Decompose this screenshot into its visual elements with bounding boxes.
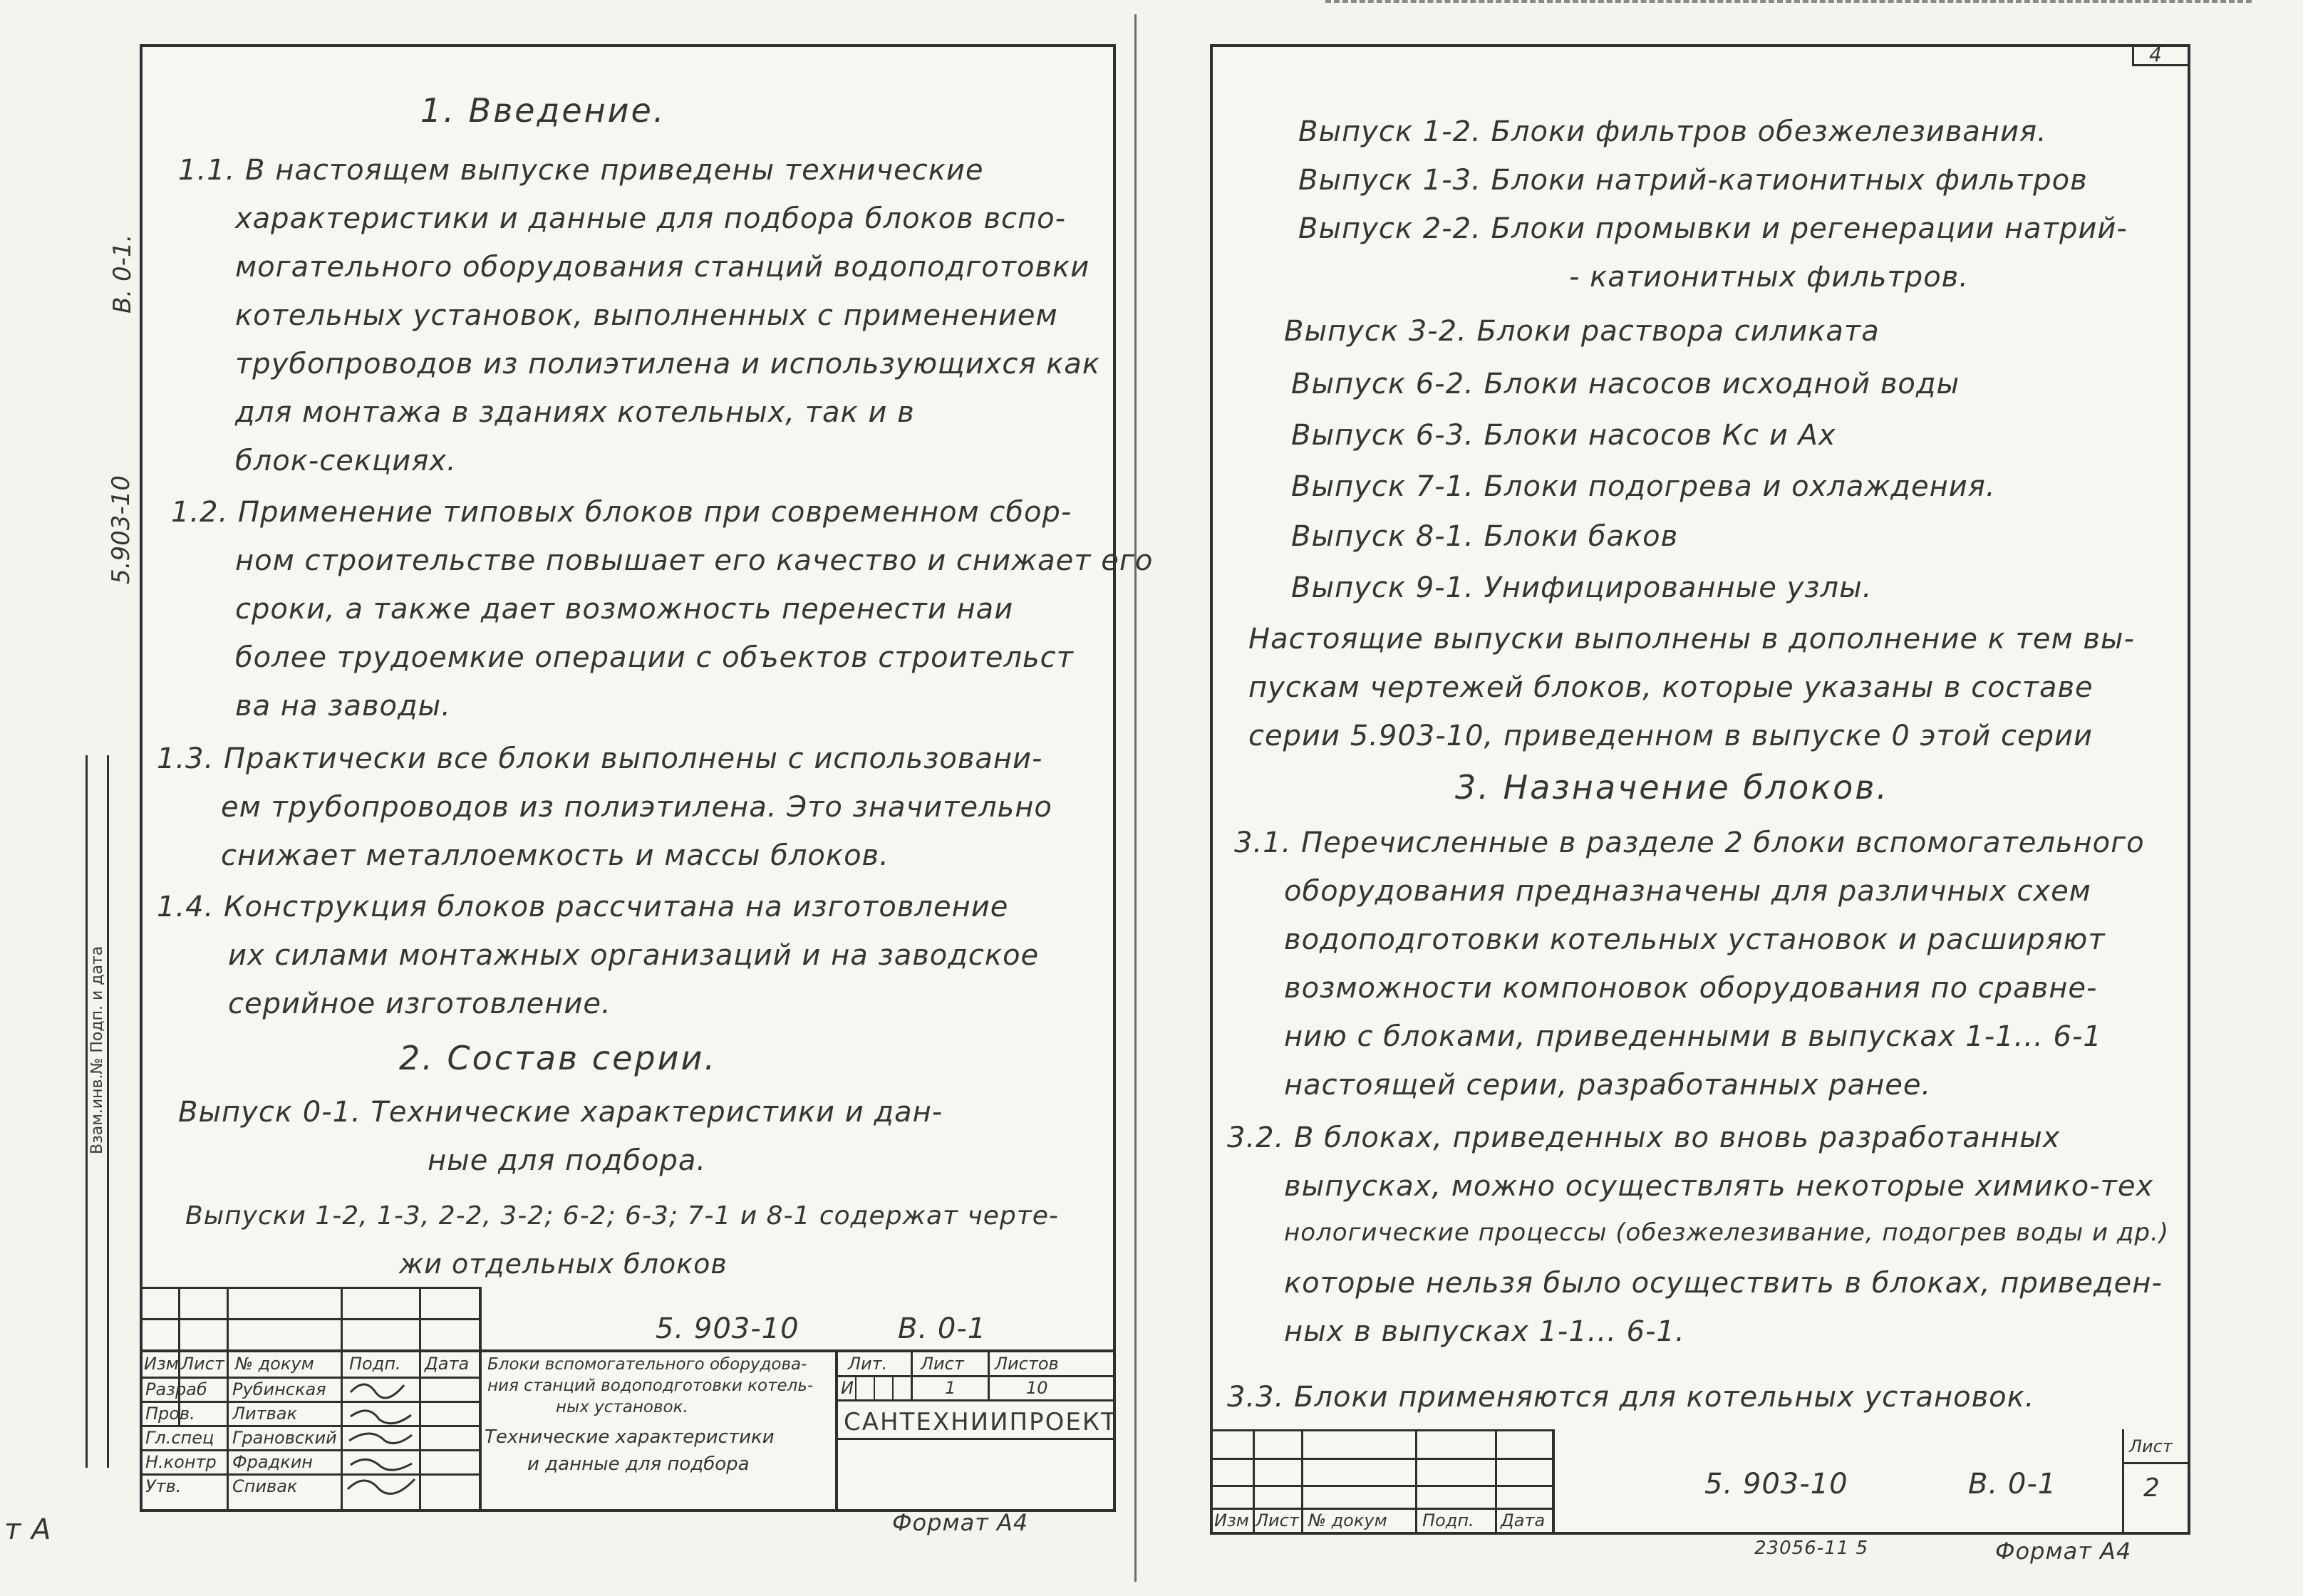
sheets-label: Листов [995, 1354, 1059, 1374]
sheet-label: Лист [921, 1354, 964, 1374]
signatures [343, 1378, 418, 1506]
person-name: Фрадкин [232, 1452, 313, 1472]
col-header: № докум [235, 1354, 314, 1374]
organization-name: САНТЕХНИИПРОЕКТ [844, 1408, 1117, 1436]
text-line: Выпуск 2-2. Блоки промывки и регенерации натрий- [1298, 212, 2128, 245]
sheet-code: В. 0-1 [898, 1312, 987, 1345]
sheet-label: Лист [2129, 1436, 2173, 1456]
text-line: возможности компоновок оборудования по сравне- [1284, 972, 2098, 1005]
role-label: Гл.спец [145, 1428, 214, 1448]
title-block-right [1213, 1429, 2188, 1532]
heading-introduction: 1. Введение. [420, 91, 666, 130]
issue-0-1-line-1: Выпуск 0-1. Технические характеристики и дан- [178, 1096, 943, 1129]
title-block-left [143, 1287, 1117, 1509]
top-dashed-edge [1325, 0, 2252, 3]
margin-stamp: Взам.инв.№ Подп. и дата [88, 945, 106, 1154]
text-line: могательного оборудования станций водоподготовки [235, 251, 1090, 284]
text-line: ва на заводы. [235, 690, 451, 722]
col-header: № докум [1308, 1510, 1387, 1530]
lit-label: Лит. [848, 1354, 888, 1374]
role-label: Н.контр [145, 1452, 217, 1472]
text-line: 3.1. Перечисленные в разделе 2 блоки вспомогательного [1234, 826, 2145, 859]
text-line: более трудоемкие операции с объектов строительст [235, 641, 1074, 674]
col-header: Лист [1256, 1510, 1299, 1530]
text-line: 3.2. В блоках, приведенных во вновь разработанных [1227, 1121, 2061, 1154]
text-line: для монтажа в зданиях котельных, так и в [235, 396, 915, 429]
person-name: Грановский [232, 1428, 337, 1448]
sheet-value: 2 [2143, 1473, 2160, 1503]
text-line: 1.4. Конструкция блоков рассчитана на изготовление [157, 891, 1009, 923]
text-line: Выпуск 6-2. Блоки насосов исходной воды [1291, 368, 1960, 400]
left-edge-format: т А [4, 1513, 52, 1546]
text-line: пускам чертежей блоков, которые указаны в составе [1248, 671, 2094, 704]
text-line: блок-секциях. [235, 445, 457, 477]
series-code: 5. 903-10 [1704, 1468, 1848, 1501]
text-line: нологические процессы (обезжелезивание, подогрев воды и др.) [1284, 1218, 2170, 1247]
margin-series: 5.903-10 [107, 475, 135, 584]
issue-0-1-line-2: ные для подбора. [428, 1144, 707, 1177]
col-header: Дата [425, 1354, 470, 1374]
heading-series-composition: 2. Состав серии. [399, 1039, 717, 1077]
left-sheet [140, 44, 1154, 1512]
sheet-value: 1 [945, 1378, 956, 1398]
sheets-value: 10 [1026, 1378, 1048, 1398]
person-name: Рубинская [232, 1379, 326, 1399]
inventory-number: 23056-11 5 [1754, 1538, 1868, 1559]
person-name: Литвак [232, 1404, 297, 1424]
margin-stamp-line-2 [107, 755, 109, 1468]
col-header: Подп. [1422, 1510, 1474, 1530]
text-line: - катионитных фильтров. [1569, 261, 1969, 294]
col-header: Изм [1214, 1510, 1249, 1530]
text-line: нию с блоками, приведенными в выпусках 1-1... 6-1 [1284, 1020, 2102, 1053]
col-header: Изм [144, 1354, 179, 1374]
text-line: Настоящие выпуски выполнены в дополнение к тем вы- [1248, 623, 2135, 656]
issues-list-line-2: жи отдельных блоков [399, 1248, 728, 1280]
page-number: 4 [2149, 43, 2163, 66]
text-line: Выпуск 3-2. Блоки раствора силиката [1284, 315, 1880, 348]
text-line: характеристики и данные для подбора блоков вспо- [235, 202, 1067, 235]
role-label: Разраб [145, 1379, 207, 1399]
text-line: серии 5.903-10, приведенном в выпуске 0 этой серии [1248, 720, 2093, 752]
text-line: 1.1. В настоящем выпуске приведены технические [178, 154, 984, 187]
lit-value: И [841, 1378, 854, 1398]
text-line: 3.3. Блоки применяются для котельных установок. [1227, 1381, 2035, 1414]
role-label: Утв. [145, 1476, 182, 1496]
text-line: настоящей серии, разработанных ранее. [1284, 1069, 1932, 1102]
text-line: Выпуск 7-1. Блоки подогрева и охлаждения. [1291, 470, 1996, 503]
page-fold-line [1134, 14, 1137, 1582]
series-code: 5. 903-10 [656, 1312, 799, 1345]
heading-blocks-purpose: 3. Назначение блоков. [1455, 768, 1889, 807]
role-label: Пров. [145, 1404, 195, 1424]
title-desc: Технические характеристики [485, 1426, 775, 1448]
text-line: 1.3. Практически все блоки выполнены с использовани- [157, 742, 1043, 775]
text-line: их силами монтажных организаций и на заводское [228, 939, 1040, 972]
text-line: Выпуск 1-2. Блоки фильтров обезжелезивания. [1298, 115, 2047, 148]
sheet-code: В. 0-1 [1968, 1468, 2057, 1501]
text-line: снижает металлоемкость и массы блоков. [221, 839, 889, 872]
col-header: Дата [1501, 1510, 1546, 1530]
text-line: Выпуск 9-1. Унифицированные узлы. [1291, 571, 1873, 604]
text-line: Выпуск 8-1. Блоки баков [1291, 520, 1679, 553]
text-line: ных в выпусках 1-1... 6-1. [1284, 1315, 1685, 1348]
text-line: ем трубопроводов из полиэтилена. Это значительно [221, 791, 1052, 824]
format-label-right: Формат А4 [1995, 1538, 2132, 1565]
col-header: Лист [181, 1354, 224, 1374]
format-label-left: Формат А4 [892, 1509, 1029, 1536]
text-line: 1.2. Применение типовых блоков при современном сбор- [171, 496, 1072, 529]
title-desc: ния станций водоподготовки котель- [487, 1377, 814, 1395]
title-desc: ных установок. [556, 1398, 688, 1416]
margin-code: В. 0-1. [108, 234, 137, 314]
text-line: сроки, а также дает возможность перенести наи [235, 593, 1014, 626]
text-line: которые нельзя было осуществить в блоках, приведен- [1284, 1267, 2163, 1300]
text-line: трубопроводов из полиэтилена и использующихся как [235, 348, 1100, 380]
text-line: ном строительстве повышает его качество и снижает его [235, 544, 1154, 577]
right-sheet [1210, 44, 2190, 1535]
text-line: серийное изготовление. [228, 988, 611, 1020]
text-line: Выпуск 6-3. Блоки насосов Кс и Ах [1291, 419, 1836, 452]
text-line: Выпуск 1-3. Блоки натрий-катионитных фильтров [1298, 164, 2088, 197]
text-line: котельных установок, выполненных с применением [235, 299, 1058, 332]
person-name: Спивак [232, 1476, 298, 1496]
title-desc: Блоки вспомогательного оборудова- [487, 1355, 807, 1374]
col-header: Подп. [349, 1354, 401, 1374]
title-desc: и данные для подбора [527, 1454, 750, 1475]
issues-list-line-1: Выпуски 1-2, 1-3, 2-2, 3-2; 6-2; 6-3; 7-1 и 8-1 содержат черте- [185, 1201, 1059, 1230]
margin-stamp-line-1 [86, 755, 88, 1468]
text-line: водоподготовки котельных установок и расширяют [1284, 923, 2106, 956]
text-line: выпусках, можно осуществлять некоторые химико-тех [1284, 1170, 2154, 1203]
text-line: оборудования предназначены для различных схем [1284, 875, 2091, 908]
